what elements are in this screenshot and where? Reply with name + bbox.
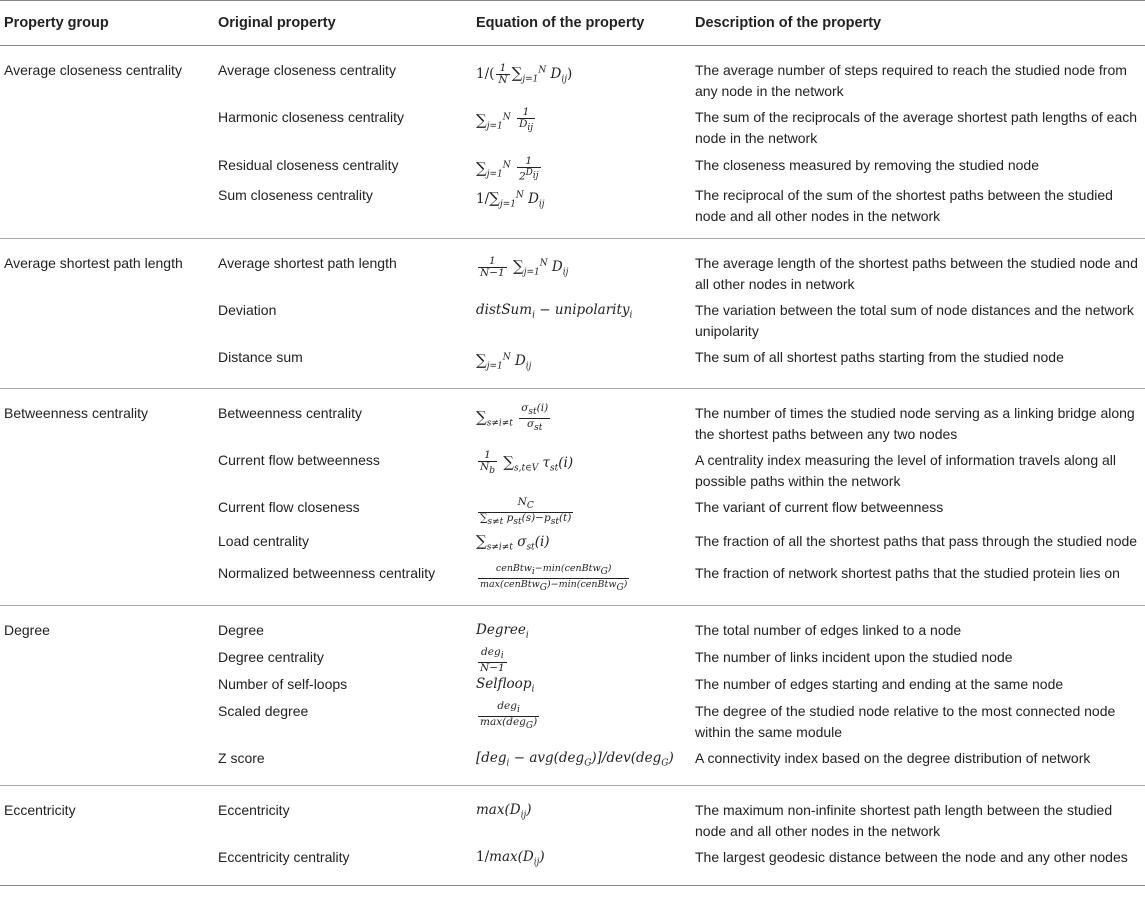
table-row	[0, 674, 1145, 701]
equation-cell	[472, 492, 691, 528]
property-cell: Residual closeness centrality	[218, 157, 399, 173]
group-cell	[0, 842, 214, 885]
property-cell: Current flow betweenness	[218, 452, 380, 469]
equation-render: 1/( $\frac{1}{N}$ $\sum_{j=1}^N$ $D_{ij}$)	[476, 61, 573, 86]
property-cell: Distance sum	[218, 349, 303, 366]
group-cell	[0, 743, 214, 786]
property-cell: Betweenness centrality	[214, 389, 472, 446]
group-cell	[0, 445, 214, 492]
description-cell: A centrality index measuring the level of information travels along all possible paths within the network	[695, 452, 1116, 490]
table-row	[0, 150, 1145, 185]
description-cell: The number of links incident upon the studied node	[695, 648, 1013, 665]
group-cell	[0, 102, 214, 150]
description-cell: The number of edges starting and ending at the same node	[695, 675, 1064, 692]
header-original-property: Original property	[214, 1, 472, 46]
table-row	[0, 606, 1145, 647]
equation-render: $\frac{cenBtw_i-\min(cenBtw_G)}{\max(cenBtw_G)-\min(cenBtw_G)}$	[480, 563, 628, 594]
table-row	[0, 558, 1145, 605]
group-cell: Average closeness centrality	[0, 46, 214, 103]
group-cell	[0, 295, 214, 342]
equation-cell	[472, 529, 691, 559]
description-cell: The variant of current flow betweenness	[695, 499, 944, 516]
equation-render: $\frac{N_C}{\sum_{s\ne t} p_{st}(s)-p_{st}(t)}$	[480, 496, 572, 528]
equation-cell	[472, 46, 691, 103]
description-cell: The average number of steps required to reach the studied node from any node in the network	[691, 46, 1145, 103]
equation-render: $\max(D_{ij})$	[476, 802, 532, 821]
table-row	[0, 389, 1145, 446]
table-row	[0, 529, 1145, 559]
equation-cell	[472, 445, 691, 492]
equation-cell	[472, 743, 691, 786]
group-cell	[0, 185, 214, 239]
group-cell	[0, 558, 214, 605]
equation-cell	[472, 558, 691, 605]
equation-render: [deg$_i$ − avg(deg$_G$)]/dev(deg$_G$)	[476, 749, 674, 769]
table-row	[0, 239, 1145, 296]
table-row	[0, 445, 1145, 492]
property-cell: Eccentricity centrality	[214, 842, 472, 885]
equation-render: $\sum_{s\ne i\ne t}$ $\frac{\sigma_{st}(i)}{\sigma_{st}}$	[476, 402, 549, 434]
group-cell	[0, 150, 214, 185]
equation-cell	[472, 295, 691, 342]
table-row	[0, 701, 1145, 743]
group-cell: Degree	[0, 606, 214, 647]
table-row	[0, 185, 1145, 239]
group-cell	[0, 492, 214, 528]
property-cell: Normalized betweenness centrality	[218, 565, 436, 582]
equation-render: Selfloop$_i$	[476, 675, 535, 695]
equation-render: $\frac{1}{N-1}$ $\sum_{j=1}^N$ $D_{ij}$	[480, 254, 569, 279]
group-cell: Betweenness centrality	[0, 389, 214, 446]
equation-cell	[472, 102, 691, 150]
description-cell: The average length of the shortest paths between the studied node and all other nodes in network	[691, 239, 1145, 296]
table-row	[0, 102, 1145, 150]
property-cell: Number of self-loops	[218, 675, 348, 692]
description-cell: The number of times the studied node serving as a linking bridge along the shortest paths between any two nodes	[691, 389, 1145, 446]
table-row	[0, 743, 1145, 786]
equation-render: $\sum_{j=1}^N$ $D_{ij}$	[476, 350, 532, 372]
equation-cell	[472, 185, 691, 239]
group-cell	[0, 342, 214, 389]
equation-cell	[472, 342, 691, 389]
equation-render: $1/\sum_{j=1}^N$ $D_{ij}$	[476, 188, 545, 210]
property-cell: Sum closeness centrality	[218, 187, 373, 204]
group-cell	[0, 647, 214, 674]
description-cell: The reciprocal of the sum of the shortest paths between the studied node and all other nodes in the network	[695, 187, 1113, 225]
equation-render: $\sum_{j=1}^N$ $\frac{1}{2^{D_{ij}}}$	[476, 154, 539, 183]
equation-cell	[472, 389, 691, 446]
table-row	[0, 492, 1145, 528]
description-cell: The total number of edges linked to a node	[691, 606, 1145, 647]
header-row	[0, 1, 1145, 46]
description-cell: The closeness measured by removing the studied node	[695, 157, 1039, 173]
property-cell: Degree centrality	[218, 648, 324, 665]
table-row	[0, 786, 1145, 843]
table-row	[0, 342, 1145, 389]
equation-render: Degree$_i$	[476, 622, 529, 641]
equation-render: $\sum_{s\ne i\ne t}$ $\sigma_{st}(i)$	[476, 531, 550, 553]
property-cell: Eccentricity	[214, 786, 472, 843]
group-cell	[0, 674, 214, 701]
group-cell	[0, 701, 214, 743]
property-cell: Z score	[218, 749, 265, 766]
equation-cell	[472, 701, 691, 743]
property-cell: Average shortest path length	[214, 239, 472, 296]
equation-render: $\sum_{j=1}^N$ $\frac{1}{D_{ij}}$	[476, 106, 534, 134]
description-cell: The fraction of all the shortest paths that pass through the studied node	[695, 532, 1138, 549]
property-cell: Deviation	[218, 302, 277, 319]
property-cell: Average closeness centrality	[214, 46, 472, 103]
equation-render: $\frac{deg_i}{N-1}$	[480, 646, 505, 674]
equation-cell	[472, 239, 691, 296]
equation-render: $\frac{1}{N_b}$ $\sum_{s,t\in V}$ $\tau_{st}(i)$	[480, 449, 574, 477]
group-cell	[0, 529, 214, 559]
description-cell: The sum of the reciprocals of the average shortest path lengths of each node in the network	[695, 109, 1138, 146]
description-cell: The sum of all shortest paths starting from the studied node	[695, 349, 1064, 366]
description-cell: The fraction of network shortest paths that the studied protein lies on	[695, 565, 1120, 582]
equation-cell	[472, 674, 691, 701]
description-cell: The variation between the total sum of node distances and the network unipolarity	[695, 302, 1134, 340]
table-row	[0, 842, 1145, 885]
description-cell: The maximum non-infinite shortest path length between the studied node and all other nodes in the network	[691, 786, 1145, 843]
property-cell: Harmonic closeness centrality	[218, 109, 404, 125]
description-cell: The largest geodesic distance between the node and any other nodes	[691, 842, 1145, 885]
table-row	[0, 295, 1145, 342]
description-cell: The degree of the studied node relative to the most connected node within the same module	[695, 702, 1116, 740]
equation-cell	[472, 647, 691, 674]
equation-render: distSum$_i$ − unipolarity$_i$	[476, 302, 633, 321]
equation-cell	[472, 842, 691, 885]
equation-cell	[472, 606, 691, 647]
equation-render: $\frac{deg_i}{\max(deg_G)}$	[480, 700, 538, 731]
equation-cell	[472, 150, 691, 185]
header-equation: Equation of the property	[472, 1, 691, 46]
property-cell: Scaled degree	[218, 702, 309, 719]
group-cell: Average shortest path length	[0, 239, 214, 296]
property-cell: Current flow closeness	[218, 499, 360, 516]
group-cell: Eccentricity	[0, 786, 214, 843]
table-row	[0, 46, 1145, 103]
equation-cell	[472, 786, 691, 843]
header-property-group: Property group	[0, 1, 214, 46]
header-description: Description of the property	[691, 1, 1145, 46]
property-cell: Load centrality	[218, 532, 310, 549]
table-row	[0, 647, 1145, 674]
description-cell: A connectivity index based on the degree distribution of network	[695, 749, 1091, 766]
equation-render: $1/\max(D_{ij})$	[476, 849, 545, 868]
property-cell: Degree	[214, 606, 472, 647]
